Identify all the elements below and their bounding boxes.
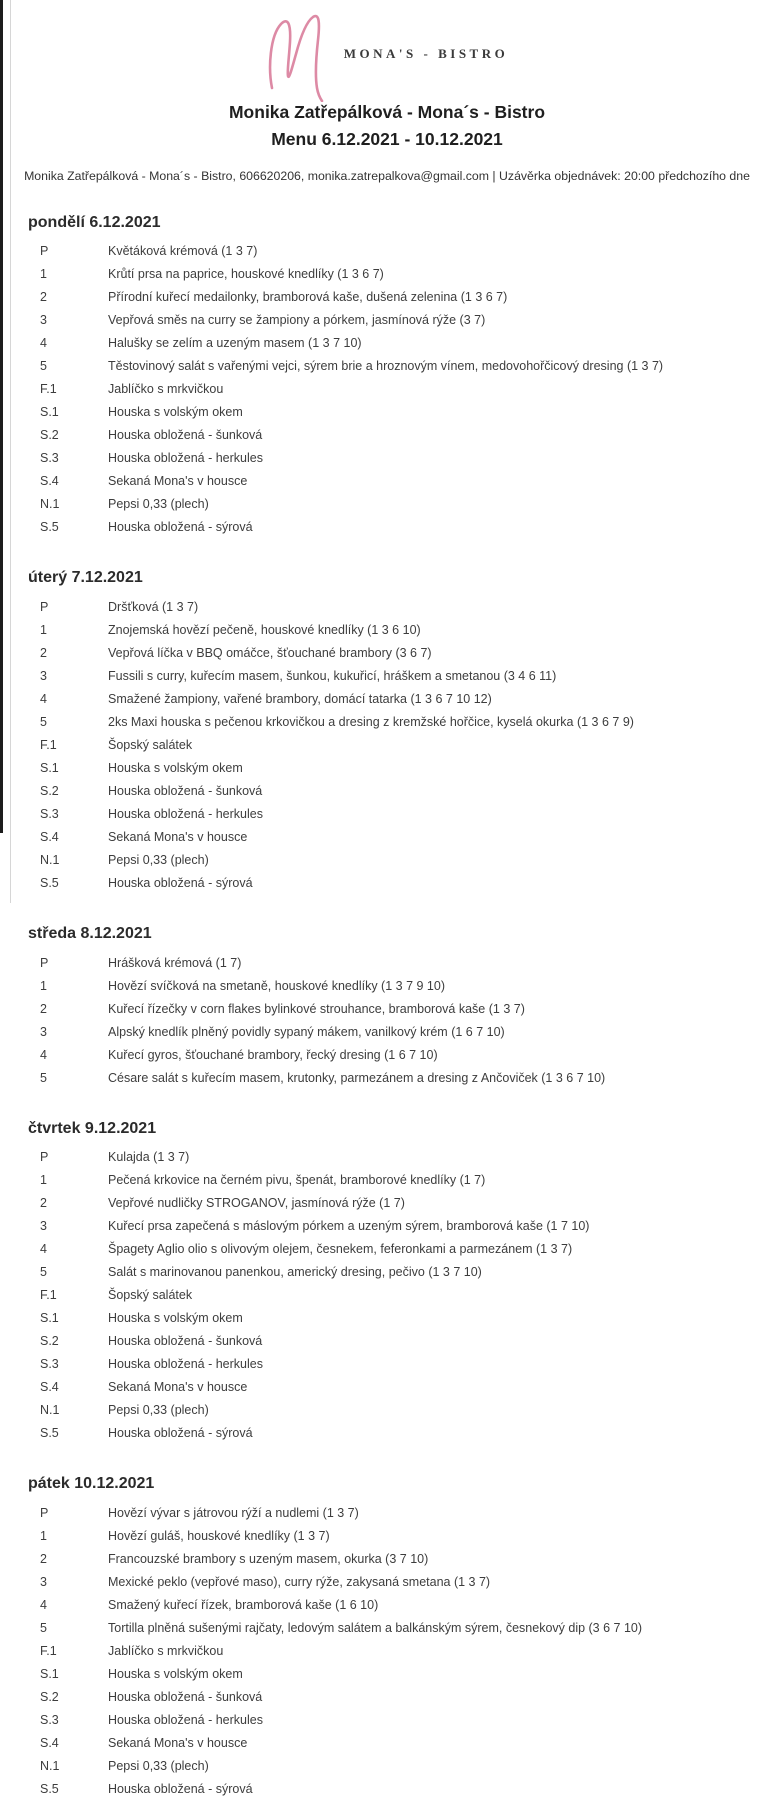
menu-item-row (0, 1732, 774, 1755)
menu-item-text: Houska obložená - herkules (108, 1357, 263, 1372)
menu-item-code: 5 (40, 1265, 47, 1280)
menu-item-text: Houska s volským okem (108, 760, 243, 775)
menu-item-code: 4 (40, 336, 47, 351)
menu-item-row (0, 1238, 774, 1261)
menu-item-code: S.5 (40, 875, 59, 890)
menu-item-row (0, 619, 774, 642)
menu-item-text: Jablíčko s mrkvičkou (108, 382, 224, 397)
menu-item-code: 5 (40, 359, 47, 374)
menu-item-row (0, 872, 774, 895)
day-items (0, 240, 774, 539)
menu-item-code: S.2 (40, 783, 59, 798)
menu-item-code: 2 (40, 1551, 47, 1566)
menu-item-row (0, 1594, 774, 1617)
menu-item-row (0, 1169, 774, 1192)
menu-item-code: S.5 (40, 520, 59, 535)
menu-item-text: Francouzské brambory s uzeným masem, okurka (3 7 10) (108, 1551, 429, 1566)
menu-item-row (0, 1330, 774, 1353)
menu-item-text: Alpský knedlík plněný povidly sypaný mákem, vanilkový krém (1 6 7 10) (108, 1024, 505, 1039)
menu-item-row (0, 803, 774, 826)
menu-item-row (0, 493, 774, 516)
menu-item-code: S.2 (40, 1334, 59, 1349)
menu-item-code: F.1 (40, 1643, 57, 1658)
menu-item-code: S.4 (40, 829, 59, 844)
menu-item-row (0, 355, 774, 378)
menu-item-code: S.2 (40, 1689, 59, 1704)
menu-item-text: Vepřová směs na curry se žampiony a pórkem, jasmínová rýže (3 7) (108, 313, 486, 328)
menu-item-text: Pepsi 0,33 (plech) (108, 497, 209, 512)
brand-logo (0, 0, 774, 88)
menu-item-row (0, 1146, 774, 1169)
menu-item-text: Sekaná Mona's v housce (108, 474, 248, 489)
menu-date-range: Menu 6.12.2021 - 10.12.2021 (271, 128, 503, 149)
menu-item-row (0, 447, 774, 470)
day-section (0, 214, 774, 540)
menu-item-text: Pečená krkovice na černém pivu, špenát, bramborové knedlíky (1 7) (108, 1173, 486, 1188)
menu-item-row (0, 998, 774, 1021)
menu-item-code: 4 (40, 1597, 47, 1612)
menu-item-text: Kuřecí gyros, šťouchané brambory, řecký dresing (1 6 7 10) (108, 1047, 438, 1062)
menu-item-code: 2 (40, 1001, 47, 1016)
day-section (0, 925, 774, 1090)
menu-item-code: 5 (40, 714, 47, 729)
menu-item-text: Kuřecí řízečky v corn flakes bylinkové strouhance, bramborová kaše (1 3 7) (108, 1001, 525, 1016)
menu-item-row (0, 1215, 774, 1238)
menu-item-code: 1 (40, 978, 47, 993)
brand-logo-text: MONA'S - BISTRO (343, 46, 509, 61)
menu-item-row (0, 1755, 774, 1778)
menu-item-text: Pepsi 0,33 (plech) (108, 852, 209, 867)
menu-item-code: 1 (40, 267, 47, 282)
menu-item-text: Květáková krémová (1 3 7) (108, 244, 258, 259)
menu-item-text: Tortilla plněná sušenými rajčaty, ledovým salátem a balkánským sýrem, česnekový dip (3 6 7 10) (108, 1620, 643, 1635)
menu-item-text: Krůtí prsa na paprice, houskové knedlíky (1 3 6 7) (108, 267, 384, 282)
menu-item-text: Šopský salátek (108, 737, 193, 752)
menu-item-text: 2ks Maxi houska s pečenou krkovičkou a dresing z kremžské hořčice, kyselá okurka (1 3 6 7 9) (108, 714, 634, 729)
menu-item-code: 2 (40, 1196, 47, 1211)
day-items (0, 952, 774, 1090)
menu-item-text: Pepsi 0,33 (plech) (108, 1758, 209, 1773)
menu-item-row (0, 470, 774, 493)
menu-item-text: Mexické peklo (vepřové maso), curry rýže, zakysaná smetana (1 3 7) (108, 1574, 491, 1589)
menu-item-code: 3 (40, 668, 47, 683)
menu-item-row (0, 1422, 774, 1445)
menu-item-text: Sekaná Mona's v housce (108, 1735, 248, 1750)
menu-item-code: 4 (40, 1047, 47, 1062)
menu-item-code: F.1 (40, 737, 57, 752)
menu-item-text: Smažený kuřecí řízek, bramborová kaše (1 6 10) (108, 1597, 379, 1612)
menu-item-row (0, 1021, 774, 1044)
menu-item-text: Sekaná Mona's v housce (108, 1380, 248, 1395)
menu-item-text: Houska obložená - šunková (108, 783, 263, 798)
menu-item-row (0, 952, 774, 975)
menu-item-text: Houska obložená - šunková (108, 1689, 263, 1704)
menu-item-code: S.4 (40, 1735, 59, 1750)
contact-info-line: Monika Zatřepálková - Mona´s - Bistro, 606620206, monika.zatrepalkova@gmail.com | Uzávěrka objednávek: 20:00 předchozího dne (24, 169, 750, 183)
menu-item-text: Hovězí vývar s játrovou rýží a nudlemi (1 3 7) (108, 1505, 359, 1520)
menu-item-code: P (40, 1150, 49, 1165)
menu-item-row (0, 642, 774, 665)
menu-item-row (0, 849, 774, 872)
menu-item-code: S.5 (40, 1426, 59, 1441)
menu-item-code: S.1 (40, 1311, 59, 1326)
menu-item-row (0, 780, 774, 803)
menu-item-row (0, 1617, 774, 1640)
menu-item-code: P (40, 1505, 49, 1520)
menu-item-code: P (40, 955, 49, 970)
menu-item-row (0, 516, 774, 539)
menu-item-row (0, 1067, 774, 1090)
menu-item-text: Houska s volským okem (108, 1666, 243, 1681)
menu-item-code: S.1 (40, 405, 59, 420)
day-section (0, 569, 774, 895)
menu-item-row (0, 688, 774, 711)
menu-item-code: P (40, 599, 49, 614)
menu-item-code: N.1 (40, 1403, 60, 1418)
menu-item-text: Pepsi 0,33 (plech) (108, 1403, 209, 1418)
menu-item-row (0, 263, 774, 286)
menu-days (0, 214, 774, 1801)
menu-item-code: N.1 (40, 497, 60, 512)
menu-item-code: P (40, 244, 49, 259)
menu-item-text: Kulajda (1 3 7) (108, 1150, 190, 1165)
menu-item-code: S.1 (40, 1666, 59, 1681)
menu-item-text: Kuřecí prsa zapečená s máslovým pórkem a uzeným sýrem, bramborová kaše (1 7 10) (108, 1219, 590, 1234)
menu-item-code: S.4 (40, 1380, 59, 1395)
menu-item-row (0, 401, 774, 424)
menu-item-row (0, 332, 774, 355)
window-left-edge-light (10, 0, 11, 903)
menu-item-text: Hrášková krémová (1 7) (108, 955, 242, 970)
menu-item-row (0, 1571, 774, 1594)
menu-item-code: S.3 (40, 451, 59, 466)
menu-item-code: 3 (40, 313, 47, 328)
menu-item-row (0, 734, 774, 757)
menu-item-text: Salát s marinovanou panenkou, americký dresing, pečivo (1 3 7 10) (108, 1265, 482, 1280)
menu-item-text: Houska obložená - herkules (108, 806, 263, 821)
menu-item-row (0, 1044, 774, 1067)
menu-item-code: S.2 (40, 428, 59, 443)
menu-item-text: Houska obložená - herkules (108, 451, 263, 466)
day-header: pátek 10.12.2021 (28, 1475, 155, 1493)
menu-item-code: F.1 (40, 1288, 57, 1303)
menu-item-code: 1 (40, 622, 47, 637)
menu-item-code: 2 (40, 290, 47, 305)
menu-item-row (0, 378, 774, 401)
menu-item-text: Houska obložená - sýrová (108, 1426, 253, 1441)
menu-item-text: Houska obložená - herkules (108, 1712, 263, 1727)
menu-item-row (0, 826, 774, 849)
menu-item-row (0, 286, 774, 309)
menu-item-code: 3 (40, 1024, 47, 1039)
menu-item-row (0, 1686, 774, 1709)
menu-item-row (0, 1284, 774, 1307)
menu-item-code: S.1 (40, 760, 59, 775)
day-section (0, 1475, 774, 1801)
menu-item-text: Césare salát s kuřecím masem, krutonky, parmezánem a dresing z Ančoviček (1 3 6 7 10) (108, 1070, 606, 1085)
day-items (0, 1502, 774, 1801)
menu-item-text: Dršťková (1 3 7) (108, 599, 199, 614)
menu-item-row (0, 1192, 774, 1215)
menu-item-code: S.3 (40, 806, 59, 821)
menu-item-text: Sekaná Mona's v housce (108, 829, 248, 844)
menu-item-row (0, 1709, 774, 1732)
menu-item-text: Přírodní kuřecí medailonky, bramborová kaše, dušená zelenina (1 3 6 7) (108, 290, 508, 305)
menu-item-row (0, 424, 774, 447)
menu-item-row (0, 665, 774, 688)
menu-item-row (0, 975, 774, 998)
menu-item-text: Houska obložená - šunková (108, 1334, 263, 1349)
page-title: Monika Zatřepálková - Mona´s - Bistro (228, 102, 546, 122)
day-items (0, 596, 774, 895)
menu-item-text: Hovězí svíčková na smetaně, houskové knedlíky (1 3 7 9 10) (108, 978, 445, 993)
menu-item-text: Vepřové nudličky STROGANOV, jasmínová rýže (1 7) (108, 1196, 405, 1211)
menu-item-code: 2 (40, 645, 47, 660)
menu-item-text: Špagety Aglio olio s olivovým olejem, česnekem, feferonkami a parmezánem (1 3 7) (108, 1242, 573, 1257)
menu-item-text: Smažené žampiony, vařené brambory, domácí tatarka (1 3 6 7 10 12) (108, 691, 492, 706)
menu-item-text: Hovězí guláš, houskové knedlíky (1 3 7) (108, 1528, 330, 1543)
menu-item-row (0, 1502, 774, 1525)
menu-item-row (0, 1376, 774, 1399)
day-section (0, 1120, 774, 1446)
menu-item-text: Houska s volským okem (108, 1311, 243, 1326)
menu-item-code: S.5 (40, 1781, 59, 1796)
menu-item-row (0, 1261, 774, 1284)
day-header: úterý 7.12.2021 (28, 569, 143, 587)
menu-item-code: S.4 (40, 474, 59, 489)
day-header: středa 8.12.2021 (28, 924, 152, 942)
menu-item-row (0, 1399, 774, 1422)
day-items (0, 1146, 774, 1445)
menu-item-row (0, 1663, 774, 1686)
menu-item-code: 4 (40, 1242, 47, 1257)
menu-item-row (0, 240, 774, 263)
menu-item-text: Houska obložená - sýrová (108, 520, 253, 535)
menu-item-text: Houska obložená - sýrová (108, 875, 253, 890)
menu-item-code: 1 (40, 1173, 47, 1188)
menu-item-row (0, 1307, 774, 1330)
menu-item-row (0, 1548, 774, 1571)
menu-item-row (0, 1353, 774, 1376)
menu-item-row (0, 309, 774, 332)
menu-item-code: 5 (40, 1620, 47, 1635)
menu-item-code: 3 (40, 1219, 47, 1234)
menu-item-row (0, 1525, 774, 1548)
menu-item-text: Šopský salátek (108, 1288, 193, 1303)
window-left-edge-dark (0, 0, 3, 833)
menu-item-code: 1 (40, 1528, 47, 1543)
menu-item-text: Houska s volským okem (108, 405, 243, 420)
menu-item-text: Jablíčko s mrkvičkou (108, 1643, 224, 1658)
menu-item-text: Houska obložená - šunková (108, 428, 263, 443)
menu-item-code: S.3 (40, 1357, 59, 1372)
menu-item-code: N.1 (40, 1758, 60, 1773)
menu-item-text: Těstovinový salát s vařenými vejci, sýrem brie a hroznovým vínem, medovohořčicový dresing (1 3 7) (108, 359, 664, 374)
menu-item-row (0, 1778, 774, 1801)
menu-item-text: Houska obložená - sýrová (108, 1781, 253, 1796)
day-header: pondělí 6.12.2021 (28, 213, 161, 231)
menu-item-code: 4 (40, 691, 47, 706)
menu-item-code: N.1 (40, 852, 60, 867)
day-header: čtvrtek 9.12.2021 (28, 1119, 157, 1137)
menu-item-text: Fussili s curry, kuřecím masem, šunkou, kukuřicí, hráškem a smetanou (3 4 6 11) (108, 668, 557, 683)
menu-item-text: Vepřová líčka v BBQ omáčce, šťouchané brambory (3 6 7) (108, 645, 432, 660)
menu-item-row (0, 757, 774, 780)
menu-item-code: 5 (40, 1070, 47, 1085)
menu-item-row (0, 711, 774, 734)
menu-item-code: 3 (40, 1574, 47, 1589)
menu-item-row (0, 1640, 774, 1663)
monogram-m-icon (266, 10, 330, 102)
menu-item-code: F.1 (40, 382, 57, 397)
menu-item-row (0, 596, 774, 619)
menu-item-code: S.3 (40, 1712, 59, 1727)
menu-item-text: Znojemská hovězí pečeně, houskové knedlíky (1 3 6 10) (108, 622, 421, 637)
menu-item-text: Halušky se zelím a uzeným masem (1 3 7 10) (108, 336, 362, 351)
